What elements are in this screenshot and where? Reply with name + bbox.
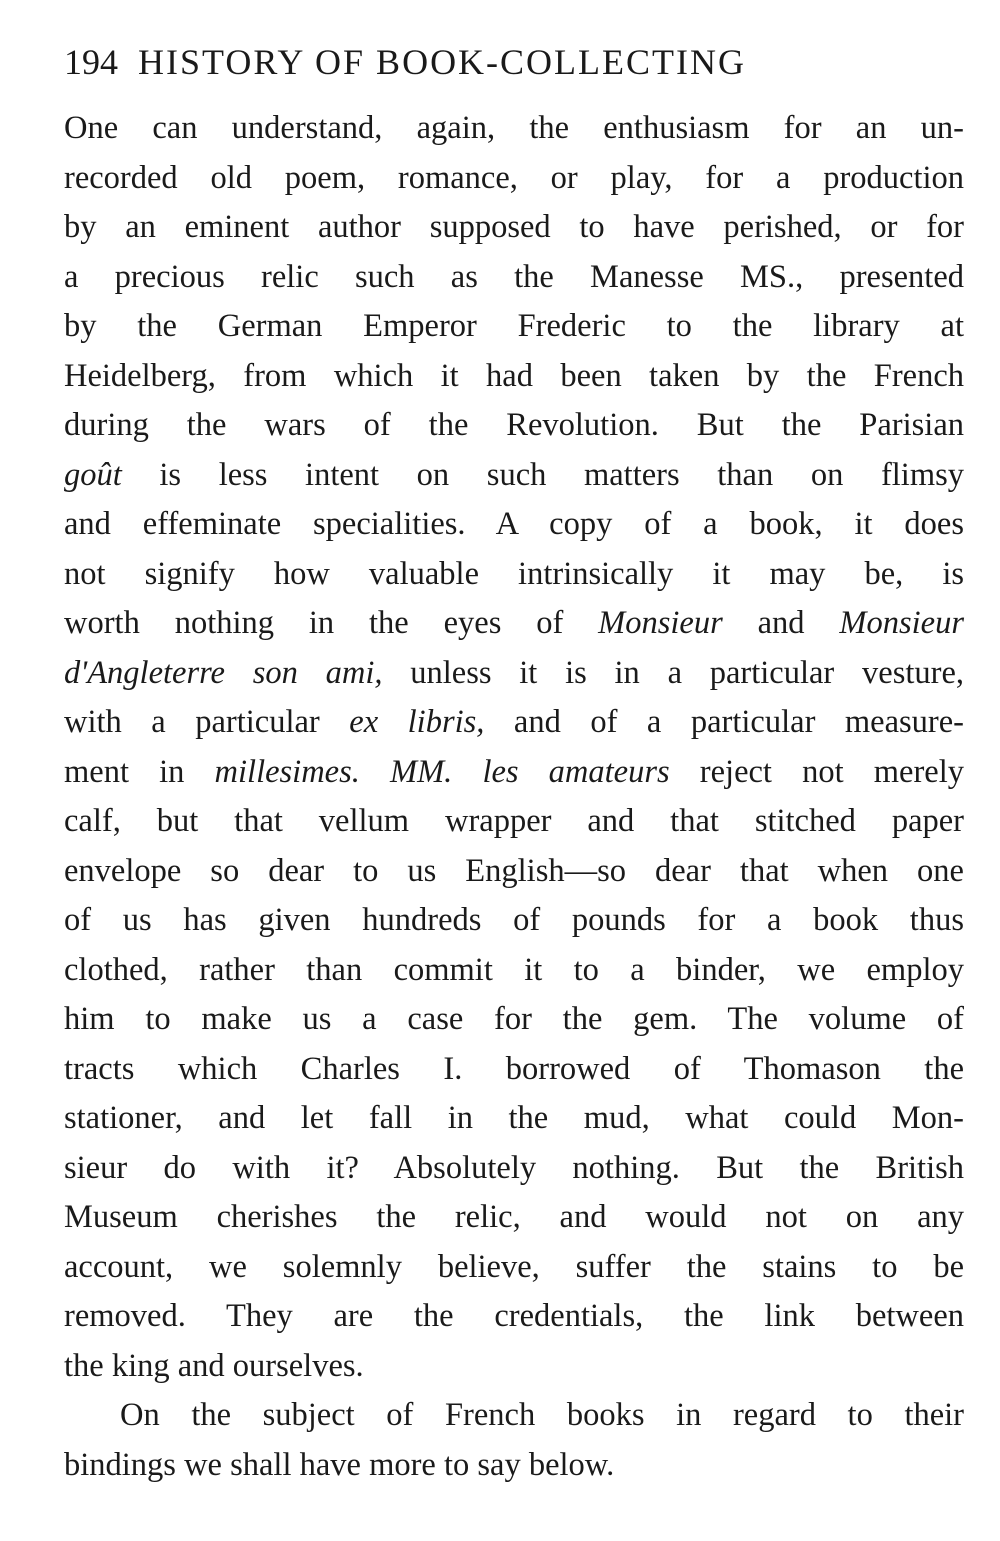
- text-line: [64, 1144, 964, 1194]
- text-segment: of us has given hundreds of pounds for a book thus: [64, 902, 964, 938]
- text-line: [64, 1094, 964, 1144]
- text-line: [64, 302, 964, 352]
- text-line: [64, 698, 964, 748]
- text-segment: and effeminate specialities. A copy of a book, it does: [64, 506, 964, 542]
- text-segment: him to make us a case for the gem. The volume of: [64, 1001, 964, 1037]
- text-line: [64, 253, 964, 303]
- text-segment: removed. They are the credentials, the link between: [64, 1298, 964, 1334]
- text-segment: and: [722, 605, 840, 641]
- page-number: 194: [64, 42, 118, 82]
- text-segment: unless it is in a particular vesture,: [382, 654, 964, 691]
- running-head: [64, 38, 944, 86]
- text-segment: sieur do with it? Absolutely nothing. But the British: [64, 1149, 964, 1186]
- text-line: [64, 1243, 964, 1293]
- text-segment: ment in: [64, 753, 215, 790]
- text-segment: account, we solemnly believe, suffer the stains to be: [64, 1248, 964, 1285]
- text-line: [64, 847, 964, 897]
- text-segment: recorded old poem, romance, or play, for a production: [64, 159, 964, 196]
- text-line: [64, 599, 964, 649]
- text-segment: One can understand, again, the enthusiasm for an un-: [64, 110, 964, 146]
- text-segment: not signify how valuable intrinsically it may be, is: [64, 555, 964, 592]
- text-line: [64, 797, 964, 847]
- text-segment: Heidelberg, from which it had been taken by the French: [64, 357, 964, 394]
- text-line: [64, 1391, 964, 1441]
- text-line: [64, 1045, 964, 1095]
- text-line: [64, 550, 964, 600]
- italic-text: ex libris,: [349, 704, 485, 740]
- text-segment: is less intent on such matters than on flimsy: [121, 456, 964, 493]
- text-segment: during the wars of the Revolution. But the Parisian: [64, 407, 964, 443]
- italic-text: MM. les amateurs: [390, 753, 670, 790]
- text-line: [64, 352, 964, 402]
- text-segment: with a particular: [64, 704, 350, 740]
- running-title: HISTORY OF BOOK-COLLECTING: [138, 42, 747, 82]
- italic-text: d'Angleterre son ami,: [64, 654, 383, 691]
- text-segment: Museum cherishes the relic, and would not on any: [64, 1199, 964, 1235]
- body-text: [64, 104, 964, 1490]
- text-segment: calf, but that vellum wrapper and that stitched paper: [64, 803, 964, 839]
- text-segment: by an eminent author supposed to have perished, or for: [64, 209, 964, 245]
- text-segment: stationer, and let fall in the mud, what could Mon-: [64, 1100, 964, 1136]
- text-segment: by the German Emperor Frederic to the library at: [64, 308, 964, 344]
- text-line: [64, 500, 964, 550]
- text-line: [64, 896, 964, 946]
- text-line: [64, 401, 964, 451]
- text-segment: tracts which Charles I. borrowed of Thomason the: [64, 1050, 964, 1087]
- italic-text: Monsieur: [839, 605, 964, 641]
- text-segment: a precious relic such as the Manesse MS., presented: [64, 258, 964, 295]
- text-line: [64, 1342, 964, 1392]
- text-line: [64, 451, 964, 501]
- text-segment: bindings we shall have more to say below.: [64, 1446, 615, 1483]
- italic-text: Monsieur: [598, 605, 723, 641]
- text-line: [64, 995, 964, 1045]
- text-line: [64, 104, 964, 154]
- text-segment: On the subject of French books in regard to their: [120, 1397, 964, 1433]
- text-segment: envelope so dear to us English—so dear that when one: [64, 852, 964, 889]
- text-line: [64, 203, 964, 253]
- text-segment: the king and ourselves.: [64, 1347, 364, 1384]
- text-line: [64, 649, 964, 699]
- text-segment: reject not merely: [669, 753, 964, 790]
- text-segment: worth nothing in the eyes of: [64, 605, 599, 641]
- text-line: [64, 946, 964, 996]
- italic-text: goût: [64, 456, 122, 493]
- text-segment: [360, 754, 390, 790]
- text-segment: and of a particular measure-: [484, 704, 964, 740]
- italic-text: millesimes.: [214, 753, 360, 790]
- text-line: [64, 1441, 964, 1491]
- text-line: [64, 154, 964, 204]
- text-line: [64, 1193, 964, 1243]
- text-line: [64, 1292, 964, 1342]
- text-line: [64, 748, 964, 798]
- text-segment: clothed, rather than commit it to a binder, we employ: [64, 951, 964, 988]
